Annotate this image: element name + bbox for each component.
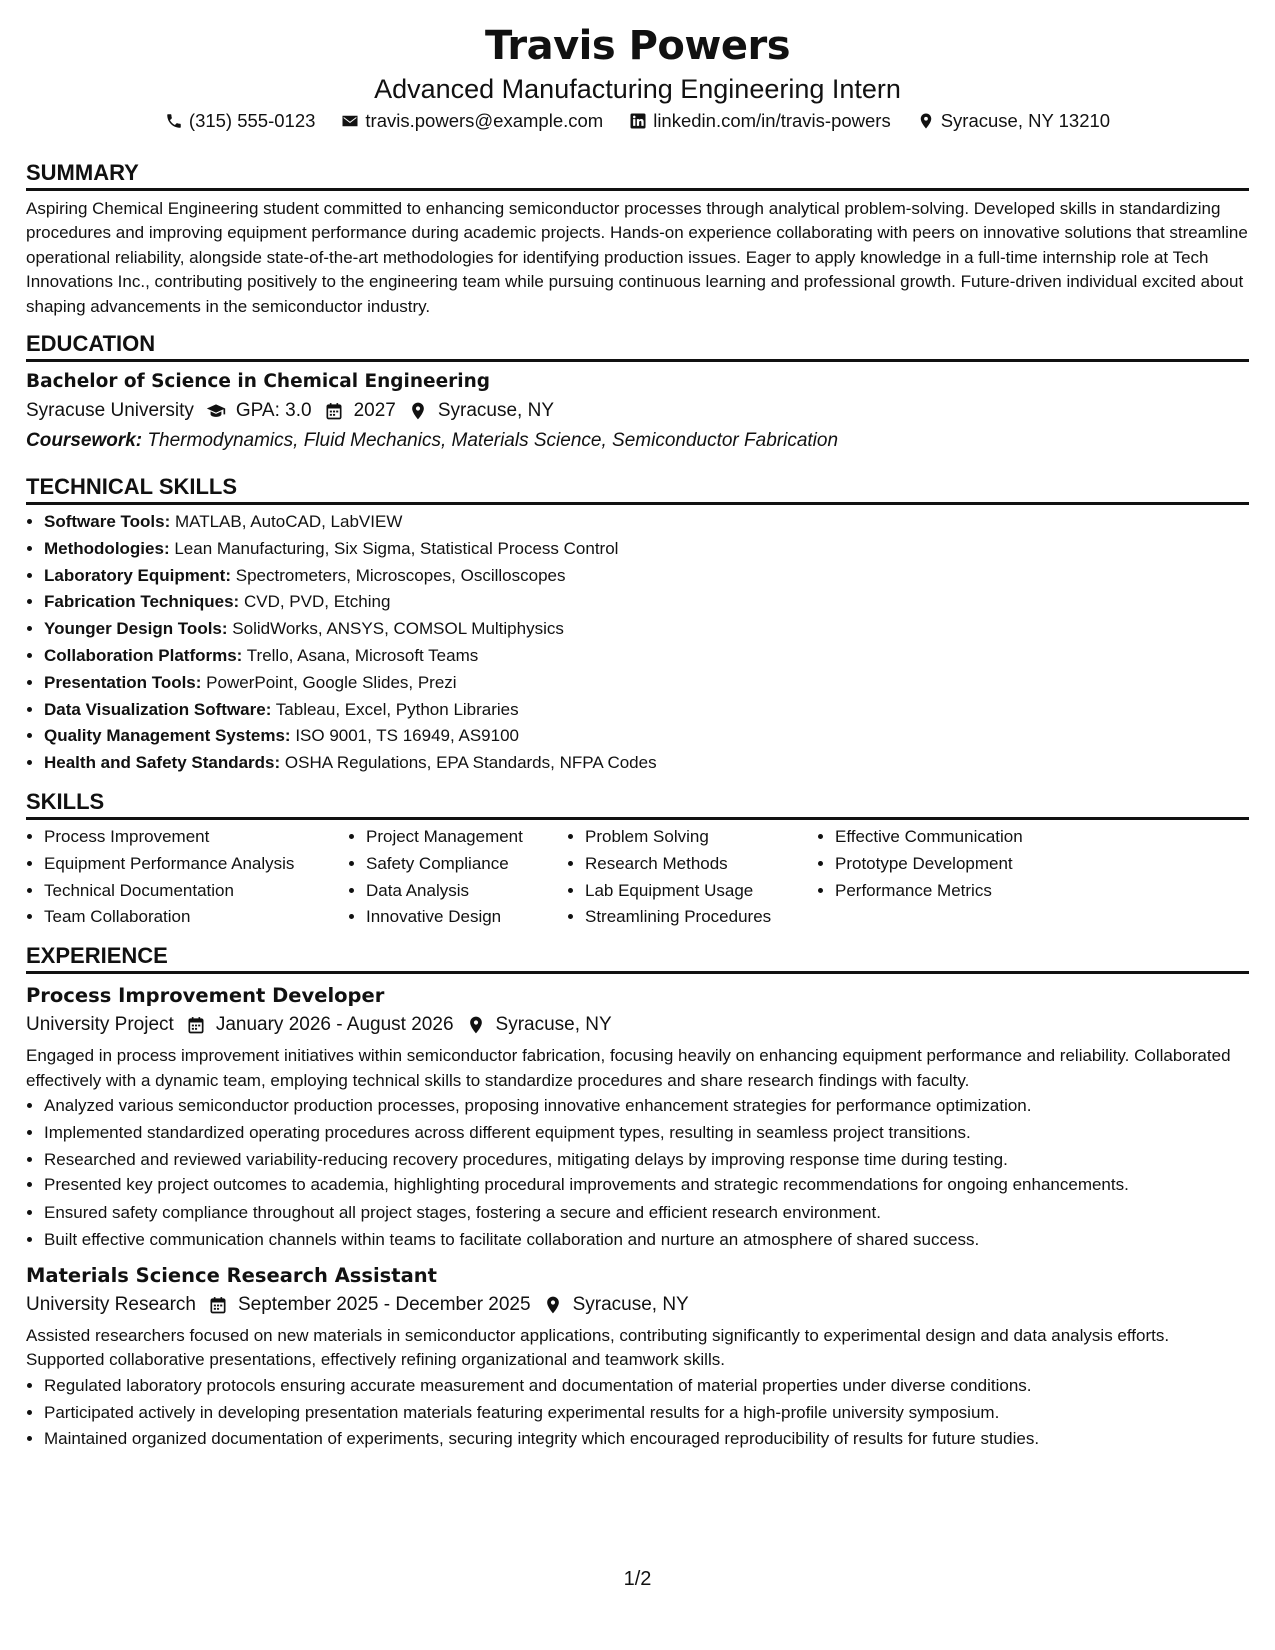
job-entry <box>26 1262 1249 1453</box>
school-name: Syracuse University <box>26 400 194 422</box>
coursework-line <box>26 426 1249 456</box>
list-item <box>44 509 1249 536</box>
technical-skills-heading: TECHNICAL SKILLS <box>26 474 1249 505</box>
skill-value: ISO 9001, TS 16949, AS9100 <box>295 726 520 746</box>
skill-label: Presentation Tools: <box>44 672 202 692</box>
skill-value: PowerPoint, Google Slides, Prezi <box>206 672 457 692</box>
job-bullets <box>26 1373 1249 1453</box>
skills-column <box>348 824 567 931</box>
coursework-list: Thermodynamics, Fluid Mechanics, Materials Science, Semiconductor Fabrication <box>147 430 839 452</box>
list-item: • Effective Communication <box>835 824 1117 851</box>
list-item: • Streamlining Procedures <box>585 904 817 931</box>
education-meta <box>26 396 1249 426</box>
graduation-year: 2027 <box>353 400 396 422</box>
contact-phone[interactable] <box>165 108 316 134</box>
linkedin-icon <box>629 112 647 130</box>
technical-skills-section <box>26 474 1249 777</box>
job-dates: January 2026 - August 2026 <box>215 1014 454 1036</box>
list-item: • Technical Documentation <box>44 878 348 905</box>
list-item <box>44 643 1249 670</box>
list-item: • Participated actively in developing presentation materials featuring experimental results for a high-profile university symposium. <box>44 1400 1249 1427</box>
list-item: • Performance Metrics <box>835 878 1117 905</box>
list-item: • Regulated laboratory protocols ensuring accurate measurement and documentation of material properties under diverse conditions. <box>44 1373 1249 1400</box>
skills-heading: SKILLS <box>26 789 1249 820</box>
job-title: Materials Science Research Assistant <box>26 1263 437 1287</box>
email-text: travis.powers@example.com <box>365 110 604 131</box>
list-item: • Built effective communication channels within teams to facilitate collaboration and nurture an atmosphere of shared success. <box>44 1227 1249 1254</box>
envelope-icon <box>341 112 359 130</box>
job-description: Engaged in process improvement initiatives within semiconductor fabrication, focusing heavily on enhancing equipment performance and reliability. Collaborated effectively with a dynamic team, employing technical skills to standardize procedures and share research findings with faculty. <box>26 1046 1231 1090</box>
degree-title: Bachelor of Science in Chemical Engineering <box>26 371 491 393</box>
job-location: Syracuse, NY <box>495 1014 612 1036</box>
list-item <box>44 697 1249 724</box>
list-item <box>44 723 1249 750</box>
job-description: Assisted researchers focused on new materials in semiconductor applications, contributing significantly to experimental design and data analysis efforts. Supported collaborative presentations, effectively refining organizational and teamwork skills. <box>26 1325 1170 1370</box>
list-item: • Prototype Development <box>835 851 1117 878</box>
skill-value: CVD, PVD, Etching <box>243 592 391 612</box>
skill-label: Fabrication Techniques: <box>44 592 240 612</box>
list-item: • Team Collaboration <box>44 904 348 931</box>
calendar-icon <box>186 1015 206 1035</box>
contact-email[interactable] <box>341 108 603 134</box>
skill-label: Health and Safety Standards: <box>44 753 281 773</box>
list-item: • Researched and reviewed variability-reducing recovery procedures, mitigating delays by improving response time during testing. <box>44 1147 1249 1174</box>
list-item: • Safety Compliance <box>366 851 567 878</box>
list-item: • Analyzed various semiconductor production processes, proposing innovative enhancement strategies for performance optimization. <box>44 1093 1249 1120</box>
phone-icon <box>165 112 183 130</box>
list-item: • Ensured safety compliance throughout all project stages, fostering a secure and efficient research environment. <box>44 1200 1249 1227</box>
list-item: • Presented key project outcomes to academia, highlighting procedural improvements and strategic recommendations for ongoing enhancements. <box>44 1173 1249 1200</box>
job-org: University Project <box>26 1014 174 1036</box>
technical-skills-list <box>26 509 1249 777</box>
job-meta <box>26 1290 1249 1320</box>
calendar-icon <box>324 401 344 421</box>
map-pin-icon <box>466 1015 486 1035</box>
experience-section <box>26 943 1249 1453</box>
summary-section <box>26 160 1249 319</box>
job-bullets <box>26 1093 1249 1254</box>
job-location: Syracuse, NY <box>572 1293 689 1315</box>
skill-value: SolidWorks, ANSYS, COMSOL Multiphysics <box>232 619 564 639</box>
candidate-title: Advanced Manufacturing Engineering Intern <box>374 74 901 104</box>
education-heading: EDUCATION <box>26 331 1249 362</box>
candidate-name: Travis Powers <box>484 23 791 69</box>
job-dates: September 2025 - December 2025 <box>238 1293 531 1315</box>
list-item <box>44 589 1249 616</box>
list-item <box>44 536 1249 563</box>
list-item: • Innovative Design <box>366 904 567 931</box>
skill-label: Younger Design Tools: <box>44 619 228 639</box>
linkedin-text: linkedin.com/in/travis-powers <box>653 110 891 131</box>
gpa: GPA: 3.0 <box>235 400 312 422</box>
skill-label: Laboratory Equipment: <box>44 565 232 585</box>
summary-heading: SUMMARY <box>26 160 1249 191</box>
skills-section <box>26 789 1249 931</box>
list-item: • Research Methods <box>585 851 817 878</box>
page-number: 1/2 <box>623 1568 652 1590</box>
job-entry <box>26 982 1249 1254</box>
skill-value: Lean Manufacturing, Six Sigma, Statistical Process Control <box>174 538 619 558</box>
skill-label: Software Tools: <box>44 512 171 532</box>
skill-value: OSHA Regulations, EPA Standards, NFPA Codes <box>284 753 657 773</box>
skill-value: Spectrometers, Microscopes, Oscilloscopes <box>235 565 566 585</box>
map-pin-icon <box>408 401 428 421</box>
experience-heading: EXPERIENCE <box>26 943 1249 974</box>
list-item: • Implemented standardized operating procedures across different equipment types, resulting in seamless project transitions. <box>44 1120 1249 1147</box>
contact-row <box>26 108 1249 134</box>
skill-label: Methodologies: <box>44 538 170 558</box>
skills-column <box>26 824 348 931</box>
education-section <box>26 331 1249 456</box>
skill-label: Quality Management Systems: <box>44 726 291 746</box>
job-title: Process Improvement Developer <box>26 984 385 1008</box>
job-org: University Research <box>26 1293 196 1315</box>
list-item: • Equipment Performance Analysis <box>44 851 348 878</box>
graduation-cap-icon <box>206 401 226 421</box>
skills-column <box>817 824 1117 931</box>
calendar-icon <box>208 1295 228 1315</box>
skill-value: Tableau, Excel, Python Libraries <box>275 699 519 719</box>
list-item <box>44 670 1249 697</box>
skill-label: Collaboration Platforms: <box>44 646 243 666</box>
education-location: Syracuse, NY <box>437 400 555 422</box>
list-item <box>44 616 1249 643</box>
job-meta <box>26 1010 1249 1040</box>
list-item: • Problem Solving <box>585 824 817 851</box>
skills-grid <box>26 824 1249 931</box>
contact-linkedin[interactable] <box>629 108 891 134</box>
map-pin-icon <box>917 112 935 130</box>
list-item <box>44 563 1249 590</box>
map-pin-icon <box>543 1295 563 1315</box>
skill-label: Data Visualization Software: <box>44 699 272 719</box>
skill-value: MATLAB, AutoCAD, LabVIEW <box>174 512 403 532</box>
location-text: Syracuse, NY 13210 <box>940 110 1111 131</box>
skills-column <box>567 824 817 931</box>
contact-location <box>917 108 1110 134</box>
phone-text: (315) 555-0123 <box>188 110 316 131</box>
summary-text: Aspiring Chemical Engineering student committed to enhancing semiconductor processes through analytical problem-solving. Developed skills in standardizing procedures and improving equipment performance during academic projects. Hands-on experience collaborating with peers on innovative solutions that streamline operational reliability, alongside state-of-the-art methodologies for identifying production issues. Eager to apply knowledge in a full-time internship role at Tech Innovations Inc., contributing positively to the engineering team while pursuing continuous learning and professional growth. Future-driven individual excited about shaping advancements in the semiconductor industry. <box>26 199 1248 316</box>
list-item: • Maintained organized documentation of experiments, securing integrity which encouraged reproducibility of results for future studies. <box>44 1426 1249 1453</box>
list-item <box>44 750 1249 777</box>
list-item: • Project Management <box>366 824 567 851</box>
list-item: • Lab Equipment Usage <box>585 878 817 905</box>
skill-value: Trello, Asana, Microsoft Teams <box>246 646 479 666</box>
list-item: • Data Analysis <box>366 878 567 905</box>
list-item: • Process Improvement <box>44 824 348 851</box>
coursework-label: Coursework: <box>26 430 143 452</box>
